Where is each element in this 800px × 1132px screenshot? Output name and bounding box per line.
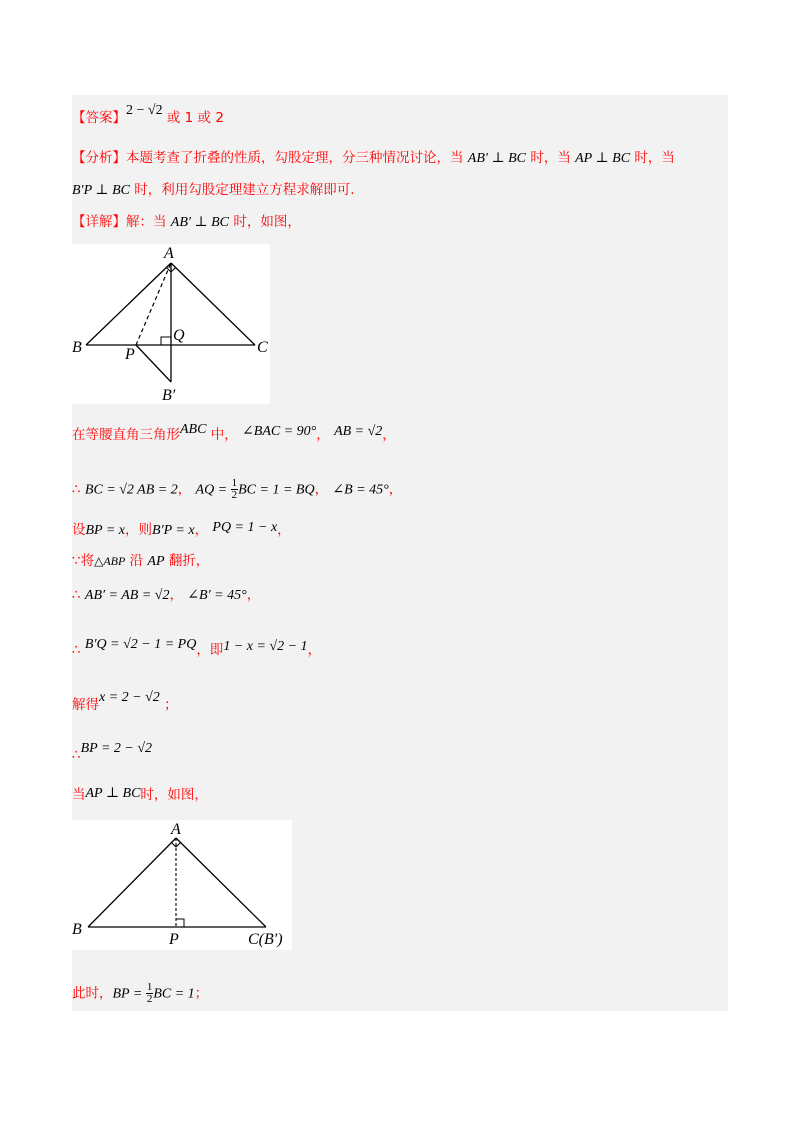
label-C-B-prime: C(B′) bbox=[248, 931, 283, 948]
right-angle-mark-P bbox=[176, 919, 184, 927]
text: ， bbox=[177, 481, 192, 498]
analysis-text: 时，利用勾股定理建立方程求解即可. bbox=[134, 182, 355, 198]
text: ， bbox=[169, 587, 183, 603]
label-C: C bbox=[257, 339, 268, 356]
text: 翻折， bbox=[168, 553, 210, 569]
text-line-6 bbox=[72, 637, 322, 661]
math: BC = 1 = BQ bbox=[238, 482, 315, 498]
text-line-3 bbox=[72, 520, 291, 541]
answer-label: 【答案】 bbox=[72, 110, 126, 126]
math: B′P = x bbox=[152, 523, 195, 538]
label-B-prime: B′ bbox=[162, 387, 176, 404]
text-line-10 bbox=[72, 982, 208, 1005]
answer-value: 2 − √2 bbox=[126, 103, 163, 118]
math: ABC bbox=[180, 422, 207, 437]
segment-AP-dashed bbox=[136, 263, 171, 345]
math: AP bbox=[147, 554, 165, 569]
text: 时，如图， bbox=[140, 787, 208, 803]
math: AP ⊥ BC bbox=[85, 786, 141, 801]
text: ，则 bbox=[125, 522, 153, 538]
analysis-line-1 bbox=[72, 148, 675, 169]
figure-1 bbox=[72, 244, 270, 404]
math: AB′ = AB = √2 bbox=[84, 588, 170, 603]
segment-AC bbox=[176, 838, 266, 927]
text-line-9 bbox=[72, 785, 208, 806]
math: BP = bbox=[112, 986, 146, 1002]
text: 此时， bbox=[72, 985, 113, 1002]
math: BP = 2 − √2 bbox=[80, 741, 153, 756]
frac-num: 1 bbox=[231, 477, 238, 489]
label-B: B bbox=[72, 921, 82, 938]
label-Q: Q bbox=[173, 327, 185, 344]
text: ， bbox=[316, 427, 330, 443]
detail-text: 时，如图， bbox=[233, 214, 301, 230]
text: ，即 bbox=[196, 642, 224, 658]
math: BC = 1 bbox=[153, 986, 195, 1002]
math: ∠B = 45° bbox=[332, 482, 389, 498]
fraction bbox=[231, 478, 239, 501]
text: 设 bbox=[72, 522, 86, 538]
figure-2-svg bbox=[72, 820, 292, 950]
text: 中， bbox=[210, 427, 238, 443]
analysis-line-2 bbox=[72, 180, 355, 201]
label-P: P bbox=[125, 346, 135, 363]
text: ， bbox=[388, 481, 403, 498]
math: PQ = 1 − x bbox=[212, 520, 278, 535]
text-line-1 bbox=[72, 422, 396, 446]
analysis-label: 【分析】 bbox=[72, 150, 126, 166]
frac-den: 2 bbox=[146, 993, 153, 1005]
math: x = 2 − √2 bbox=[99, 690, 160, 705]
math: B′Q = √2 − 1 = PQ bbox=[84, 637, 197, 652]
answer-rest: 或 1 或 2 bbox=[166, 110, 224, 126]
math: 1 − x = √2 − 1 bbox=[223, 639, 308, 654]
text: ， bbox=[246, 587, 261, 603]
segment-PB-prime bbox=[136, 345, 171, 382]
math: BP = x bbox=[85, 523, 126, 538]
detail-text: 解：当 bbox=[126, 214, 167, 230]
therefore-symbol: ∴ bbox=[72, 587, 81, 603]
analysis-text: 时，当 bbox=[634, 150, 675, 166]
analysis-text: 时，当 bbox=[530, 150, 571, 166]
math: ∠BAC = 90° bbox=[242, 424, 317, 439]
frac-den: 2 bbox=[231, 489, 238, 501]
detail-line bbox=[72, 212, 301, 233]
math: AQ = bbox=[195, 482, 231, 498]
segment-AB bbox=[88, 838, 176, 927]
figure-1-svg bbox=[72, 244, 270, 404]
text: ， bbox=[307, 642, 322, 658]
text: 在等腰直角三角形 bbox=[72, 427, 180, 443]
analysis-text: 本题考查了折叠的性质，勾股定理，分三种情况讨论，当 bbox=[126, 150, 464, 166]
because-symbol: ∵ bbox=[72, 553, 81, 569]
text-line-7 bbox=[72, 690, 178, 716]
math-condition: AB′ ⊥ BC bbox=[170, 215, 230, 230]
therefore-symbol: ∴ bbox=[72, 747, 81, 763]
text-line-8 bbox=[72, 741, 153, 766]
text-line-5 bbox=[72, 585, 260, 606]
text: 沿 bbox=[129, 553, 144, 569]
text: ， bbox=[382, 427, 396, 443]
label-P: P bbox=[169, 931, 179, 948]
label-A: A bbox=[164, 245, 174, 262]
therefore-symbol: ∴ bbox=[72, 481, 81, 498]
math: △ABP bbox=[94, 554, 126, 568]
math-condition: AP ⊥ BC bbox=[575, 151, 631, 166]
segment-AB bbox=[86, 263, 171, 345]
frac-num: 1 bbox=[146, 981, 153, 993]
text: ， bbox=[277, 522, 291, 538]
label-B: B bbox=[72, 339, 82, 356]
answer-line bbox=[72, 103, 224, 129]
detail-label: 【详解】 bbox=[72, 214, 126, 230]
math-condition: B′P ⊥ BC bbox=[72, 183, 130, 198]
text: 解得 bbox=[72, 697, 99, 713]
text-line-2 bbox=[72, 478, 402, 501]
text: ； bbox=[164, 697, 178, 713]
text: ； bbox=[194, 985, 209, 1002]
text: ， bbox=[194, 522, 209, 538]
text: ， bbox=[314, 481, 329, 498]
math: AB = √2 bbox=[334, 424, 383, 439]
text: 将 bbox=[80, 553, 95, 569]
text: 当 bbox=[72, 787, 86, 803]
math-condition: AB′ ⊥ BC bbox=[467, 151, 527, 166]
therefore-symbol: ∴ bbox=[72, 642, 81, 658]
text-line-4 bbox=[72, 551, 209, 572]
label-A: A bbox=[171, 821, 181, 838]
math: ∠B′ = 45° bbox=[187, 588, 247, 603]
figure-2 bbox=[72, 820, 292, 950]
math: BC = √2 AB = 2 bbox=[84, 482, 178, 498]
right-angle-mark-Q bbox=[161, 337, 171, 345]
